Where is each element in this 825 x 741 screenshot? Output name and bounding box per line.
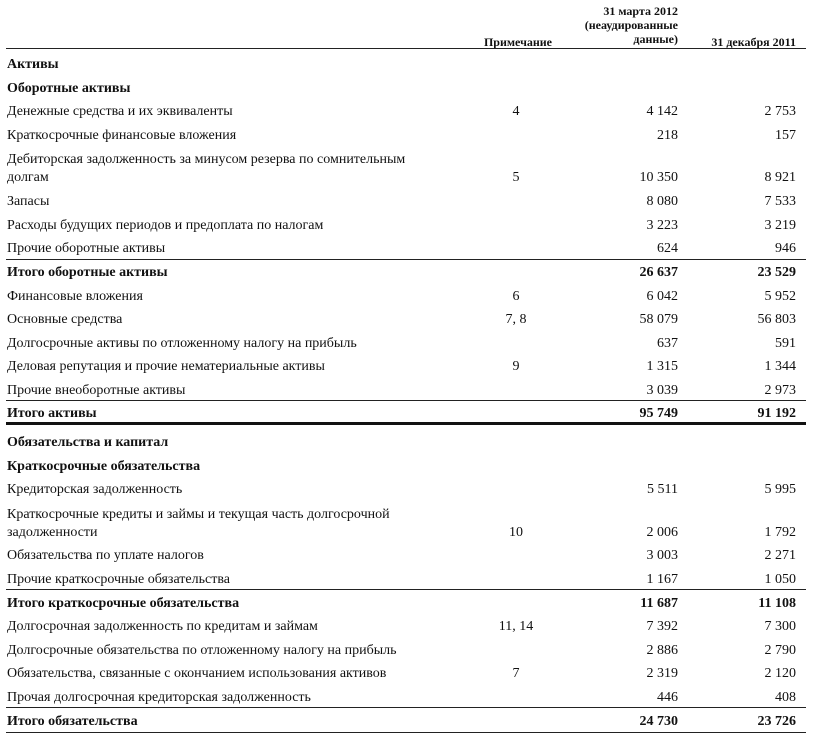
row-label: Итого краткосрочные обязательства bbox=[7, 596, 240, 611]
row-value-2012: 637 bbox=[657, 336, 678, 351]
row-value-2012: 95 749 bbox=[639, 406, 678, 421]
row-value-2011: 23 726 bbox=[757, 714, 796, 729]
row-value-2011: 2 753 bbox=[764, 104, 796, 119]
row-note: 10 bbox=[509, 525, 523, 540]
row-value-2011: 1 050 bbox=[764, 572, 796, 587]
row-label: Обязательства и капитал bbox=[7, 435, 169, 450]
row-value-2012: 5 511 bbox=[647, 482, 678, 497]
row-value-2012: 58 079 bbox=[639, 312, 678, 327]
row-label: Запасы bbox=[7, 194, 50, 209]
row-value-2011: 2 790 bbox=[764, 643, 796, 658]
row-value-2012: 2 886 bbox=[646, 643, 678, 658]
row-label: Долгосрочная задолженность по кредитам и займам bbox=[7, 619, 318, 634]
row-label: Прочие краткосрочные обязательства bbox=[7, 572, 230, 587]
subtotal-rule bbox=[6, 707, 806, 708]
row-note: 11, 14 bbox=[498, 619, 534, 634]
row-value-2012: 7 392 bbox=[646, 619, 678, 634]
subtotal-rule bbox=[6, 400, 806, 401]
row-value-2012: 3 039 bbox=[646, 383, 678, 398]
row-value-2011: 1 344 bbox=[764, 359, 796, 374]
row-label: Обязательства, связанные с окончанием использования активов bbox=[7, 666, 387, 681]
total-assets-double-rule bbox=[6, 422, 806, 425]
row-label: Обязательства по уплате налогов bbox=[7, 548, 204, 563]
row-value-2011: 408 bbox=[775, 690, 796, 705]
column-header-march-2012-line1: 31 марта 2012 bbox=[603, 4, 678, 18]
row-value-2012: 624 bbox=[657, 241, 678, 256]
table-row bbox=[6, 151, 806, 187]
bottom-rule bbox=[6, 732, 806, 733]
row-label: Долгосрочные обязательства по отложенному налогу на прибыль bbox=[7, 643, 397, 658]
row-value-2011: 56 803 bbox=[757, 312, 796, 327]
row-label: Прочие внеоборотные активы bbox=[7, 383, 186, 398]
row-note: 6 bbox=[512, 289, 520, 304]
row-label: Долгосрочные активы по отложенному налогу на прибыль bbox=[7, 336, 357, 351]
row-label-continued: задолженности bbox=[7, 525, 98, 540]
row-value-2012: 4 142 bbox=[646, 104, 678, 119]
row-label: Активы bbox=[7, 57, 59, 72]
header-rule bbox=[6, 48, 806, 49]
column-header-march-2012-line3: данные) bbox=[633, 32, 678, 46]
row-value-2012: 26 637 bbox=[639, 265, 678, 280]
row-label: Прочая долгосрочная кредиторская задолженность bbox=[7, 690, 311, 705]
row-note: 7, 8 bbox=[505, 312, 527, 327]
row-label: Кредиторская задолженность bbox=[7, 482, 183, 497]
row-value-2012: 24 730 bbox=[639, 714, 678, 729]
row-label: Краткосрочные обязательства bbox=[7, 459, 201, 474]
row-label: Основные средства bbox=[7, 312, 123, 327]
row-note: 4 bbox=[512, 104, 520, 119]
row-value-2011: 7 300 bbox=[764, 619, 796, 634]
row-label: Дебиторская задолженность за минусом резерва по сомнительным bbox=[7, 152, 406, 167]
row-label: Итого обязательства bbox=[7, 714, 138, 729]
row-value-2011: 8 921 bbox=[764, 170, 796, 185]
row-value-2011: 2 271 bbox=[764, 548, 796, 563]
subtotal-rule bbox=[6, 589, 806, 590]
column-header-march-2012-line2: (неаудированные bbox=[584, 18, 678, 32]
row-value-2012: 1 167 bbox=[646, 572, 678, 587]
row-value-2011: 946 bbox=[775, 241, 796, 256]
row-value-2011: 591 bbox=[775, 336, 796, 351]
row-label: Оборотные активы bbox=[7, 81, 131, 96]
column-header-note: Примечание bbox=[483, 35, 552, 49]
row-value-2012: 2 319 bbox=[646, 666, 678, 681]
row-value-2011: 7 533 bbox=[764, 194, 796, 209]
row-value-2011: 3 219 bbox=[764, 218, 796, 233]
row-value-2012: 1 315 bbox=[646, 359, 678, 374]
row-value-2012: 2 006 bbox=[646, 525, 678, 540]
row-value-2012: 3 223 bbox=[646, 218, 678, 233]
row-note: 7 bbox=[512, 666, 520, 681]
row-label: Денежные средства и их эквиваленты bbox=[7, 104, 233, 119]
table-row bbox=[6, 506, 806, 542]
row-value-2012: 3 003 bbox=[646, 548, 678, 563]
row-value-2012: 6 042 bbox=[646, 289, 678, 304]
row-note: 5 bbox=[512, 170, 520, 185]
row-value-2012: 11 687 bbox=[640, 596, 678, 611]
row-label: Итого оборотные активы bbox=[7, 265, 168, 280]
row-value-2012: 10 350 bbox=[639, 170, 678, 185]
row-label: Краткосрочные кредиты и займы и текущая часть долгосрочной bbox=[7, 507, 390, 522]
row-note: 9 bbox=[512, 359, 520, 374]
row-value-2011: 23 529 bbox=[757, 265, 796, 280]
subtotal-rule bbox=[6, 259, 806, 260]
row-value-2012: 218 bbox=[657, 128, 678, 143]
row-value-2011: 2 973 bbox=[764, 383, 796, 398]
row-value-2011: 5 952 bbox=[764, 289, 796, 304]
row-value-2011: 5 995 bbox=[764, 482, 796, 497]
row-label-continued: долгам bbox=[7, 170, 49, 185]
row-value-2011: 1 792 bbox=[764, 525, 796, 540]
row-value-2011: 91 192 bbox=[757, 406, 796, 421]
row-label: Краткосрочные финансовые вложения bbox=[7, 128, 237, 143]
row-value-2011: 157 bbox=[775, 128, 796, 143]
row-value-2011: 2 120 bbox=[764, 666, 796, 681]
row-label: Расходы будущих периодов и предоплата по налогам bbox=[7, 218, 324, 233]
row-label: Финансовые вложения bbox=[7, 289, 143, 304]
row-value-2011: 11 108 bbox=[758, 596, 796, 611]
row-label: Итого активы bbox=[7, 406, 97, 421]
row-label: Деловая репутация и прочие нематериальные активы bbox=[7, 359, 325, 374]
row-label: Прочие оборотные активы bbox=[7, 241, 166, 256]
column-header-march-2012 bbox=[540, 4, 678, 46]
row-value-2012: 8 080 bbox=[646, 194, 678, 209]
column-header-december-2011: 31 декабря 2011 bbox=[711, 35, 796, 49]
row-value-2012: 446 bbox=[657, 690, 678, 705]
